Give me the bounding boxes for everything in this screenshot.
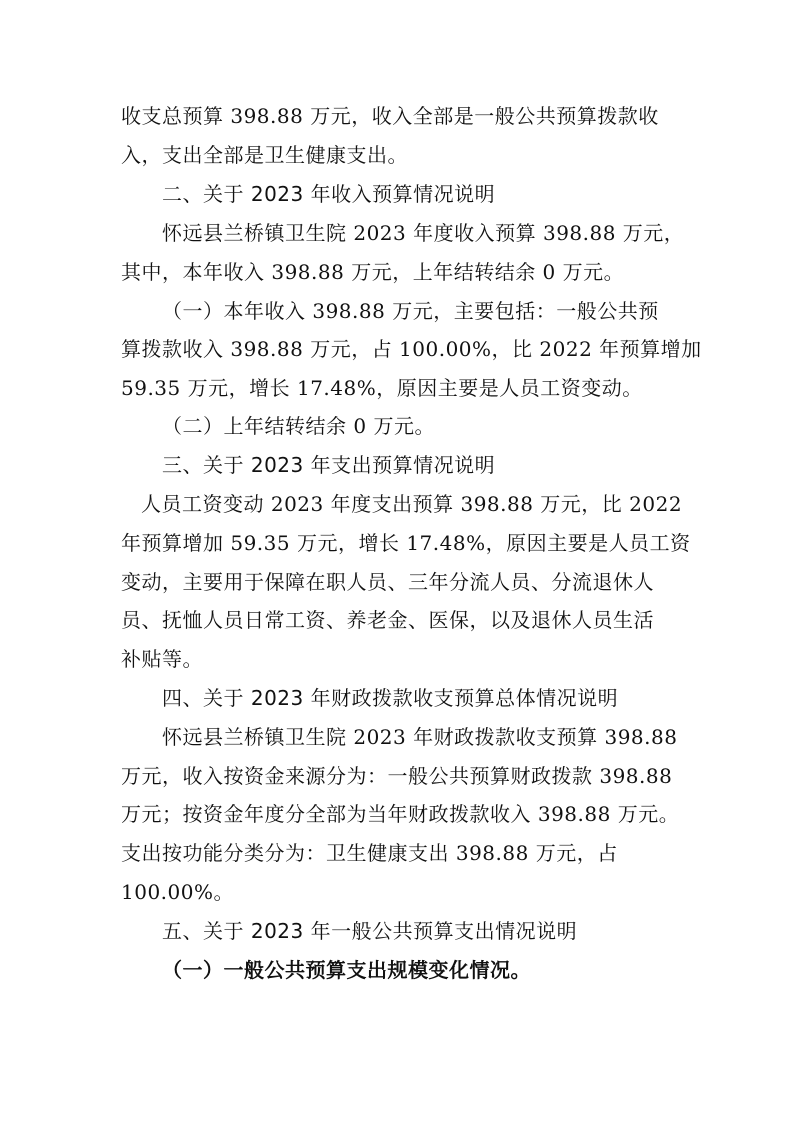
paragraph-line: 人员工资变动 2023 年度支出预算 398.88 万元，比 2022 (141, 492, 683, 516)
section-heading-5: 五、关于 2023 年一般公共预算支出情况说明 (162, 919, 578, 943)
paragraph-line: 59.35 万元，增长 17.48%，原因主要是人员工资变动。 (121, 376, 643, 400)
paragraph-line: 变动，主要用于保障在职人员、三年分流人员、分流退休人 (121, 570, 654, 594)
paragraph-line: 其中，本年收入 398.88 万元，上年结转结余 0 万元。 (121, 260, 625, 284)
paragraph-line: （二）上年结转结余 0 万元。 (162, 414, 435, 438)
paragraph-line: 入，支出全部是卫生健康支出。 (121, 143, 408, 167)
paragraph-line: 支出按功能分类分为：卫生健康支出 398.88 万元，占 (121, 841, 618, 865)
paragraph-line: 收支总预算 398.88 万元，收入全部是一般公共预算拨款收 (121, 104, 659, 128)
section-heading-2: 二、关于 2023 年收入预算情况说明 (162, 182, 496, 206)
subsection-heading: （一）一般公共预算支出规模变化情况。 (162, 958, 531, 982)
paragraph-line: 怀远县兰桥镇卫生院 2023 年度收入预算 398.88 万元， (162, 221, 685, 245)
section-heading-4: 四、关于 2023 年财政拨款收支预算总体情况说明 (162, 686, 619, 710)
paragraph-line: 万元，收入按资金来源分为：一般公共预算财政拨款 398.88 (121, 764, 673, 788)
section-heading-3: 三、关于 2023 年支出预算情况说明 (162, 453, 496, 477)
paragraph-line: 怀远县兰桥镇卫生院 2023 年财政拨款收支预算 398.88 (162, 725, 678, 749)
paragraph-line: 万元；按资金年度分全部为当年财政拨款收入 398.88 万元。 (121, 802, 680, 826)
paragraph-line: 年预算增加 59.35 万元，增长 17.48%，原因主要是人员工资 (121, 531, 691, 555)
paragraph-line: 算拨款收入 398.88 万元，占 100.00%，比 2022 年预算增加 (121, 337, 702, 361)
paragraph-line: （一）本年收入 398.88 万元，主要包括：一般公共预 (162, 299, 659, 323)
paragraph-line: 员、抚恤人员日常工资、养老金、医保，以及退休人员生活 (121, 608, 654, 632)
paragraph-line: 100.00%。 (121, 880, 234, 904)
paragraph-line: 补贴等。 (121, 647, 203, 671)
